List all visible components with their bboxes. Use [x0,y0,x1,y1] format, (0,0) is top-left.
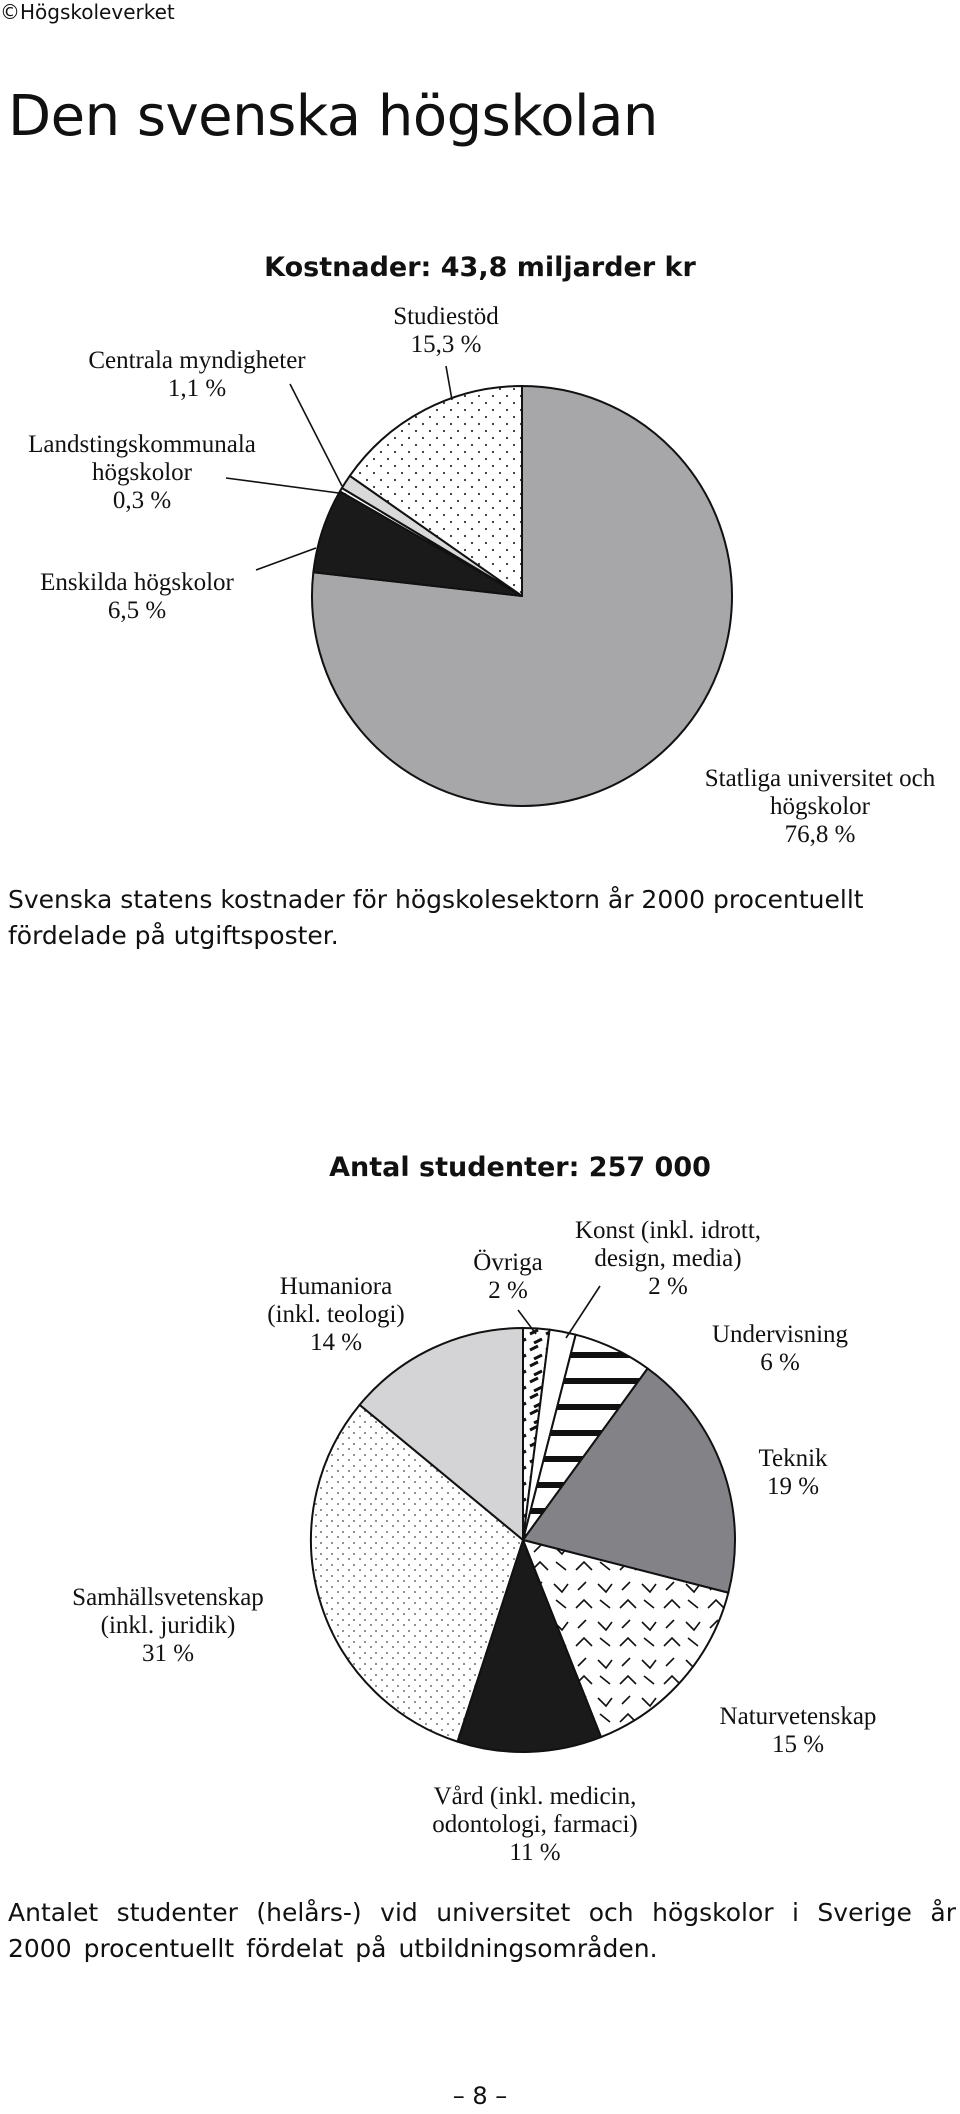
leader-line-landstingskommunala [226,478,346,494]
pie-label-samhallsvetenskap-inkl-juridik: Samhällsvetenskap (inkl. juridik) 31 % [72,1584,264,1667]
copyright-notice: ©Högskoleverket [0,0,175,24]
page-title: Den svenska högskolan [8,84,658,149]
chart-title-students: Antal studenter: 257 000 [329,1152,711,1183]
leader-line-enskilda [256,548,316,570]
page-number: – 8 – [452,2082,508,2110]
pie-label-vard-inkl-medicin-odontologi-farmaci: Vård (inkl. medicin, odontologi, farmaci) 11 % [432,1783,638,1866]
pie-label-centrala-myndigheter: Centrala myndigheter 1,1 % [88,347,306,402]
pie-label-konst-inkl-idrott-design-media: Konst (inkl. idrott, design, media) 2 % [574,1217,762,1300]
pie-chart-students [311,1328,735,1752]
chart-caption-costs: Svenska statens kostnader för högskolesektorn år 2000 procentuellt fördelade på utgiftsposter. [8,885,864,950]
leader-line-centrala [290,384,342,486]
pie-label-statliga-universitet-och-hogskolor: Statliga universitet och högskolor 76,8 % [704,765,936,848]
pie-label-ovriga: Övriga 2 % [473,1249,543,1304]
leader-line-konst [566,1286,600,1338]
chart-caption-students: Antalet studenter (helårs-) vid universitet och högskolor i Sverige år 2000 procentuellt fördelat på utbildningsområden. [8,1898,956,1963]
pie-chart-costs [312,386,732,806]
pie-label-studiestod: Studiestöd 15,3 % [393,303,499,358]
pie-label-undervisning: Undervisning 6 % [711,1321,849,1376]
leader-line-studiestod [446,366,452,400]
pie-label-naturvetenskap: Naturvetenskap 15 % [719,1703,877,1758]
pie-label-humaniora-inkl-teologi: Humaniora (inkl. teologi) 14 % [267,1273,405,1356]
pie-label-enskilda-hogskolor: Enskilda högskolor 6,5 % [40,569,234,624]
pie-label-landstingskommunala-hogskolor: Landstingskommunala högskolor 0,3 % [28,431,256,514]
chart-title-costs: Kostnader: 43,8 miljarder kr [264,252,696,283]
pie-label-teknik: Teknik 19 % [758,1445,828,1500]
